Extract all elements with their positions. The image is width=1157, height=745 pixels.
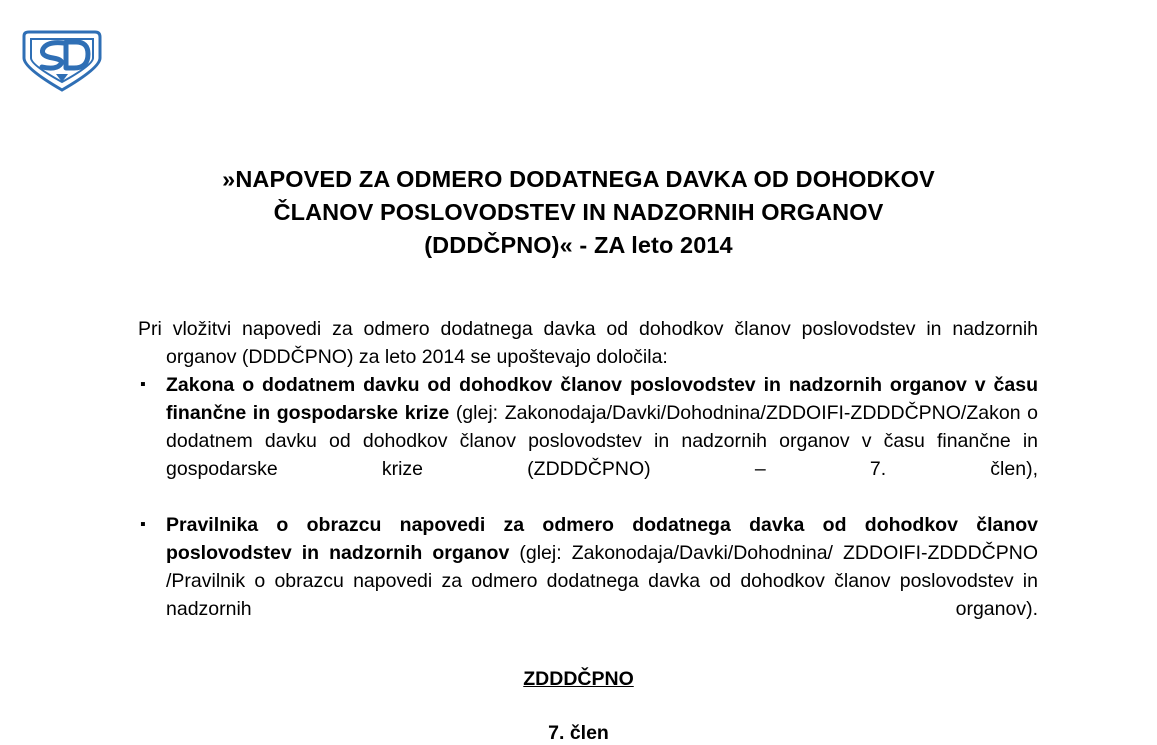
page-title <box>96 163 1061 262</box>
page-title-line-3: (DDDČPNO)« - ZA leto 2014 <box>424 232 733 258</box>
list-item-rest-text: (glej: Zakonodaja/Davki/Dohodnina/ZDDOIFI-ZDDDČPNO/Zakon o dodatnem davku od dohodkov članov poslovodstev in nadzornih organov v času finančne in gospodarske krize (ZDDDČPNO) – 7. člen), <box>166 402 1039 480</box>
bullet-marker-icon: ▪ <box>140 376 146 393</box>
bullet-marker-icon: ▪ <box>140 516 146 533</box>
list-item-rest-text: (glej: Zakonodaja/Davki/Dohodnina/ ZDDOIFI-ZDDDČPNO /Pravilnik o obrazcu napovedi za odmero dodatnega davka od dohodkov članov poslovodstev in nadzornih organov). <box>166 542 1038 620</box>
page-title-line-1: »NAPOVED ZA ODMERO DODATNEGA DAVKA OD DOHODKOV <box>222 166 935 192</box>
sd-shield-logo <box>20 28 104 94</box>
section-heading: ZDDDČPNO <box>523 668 634 690</box>
list-item-bold-text: Pravilnika o obrazcu napovedi za odmero dodatnega davka od dohodkov članov poslovodstev in nadzornih organov <box>166 514 1038 564</box>
list-item-bold-text: Zakona o dodatnem davku od dohodkov članov poslovodstev in nadzornih organov v času finančne in gospodarske krize <box>166 374 1038 424</box>
intro-paragraph: Pri vložitvi napovedi za odmero dodatnega davka od dohodkov članov poslovodstev in nadzornih organov (DDDČPNO) za leto 2014 se upoštevajo določila: <box>138 318 1038 368</box>
provisions-list <box>138 371 1038 651</box>
list-item <box>138 511 1038 651</box>
article-heading: 7. člen <box>548 722 609 744</box>
list-item <box>138 371 1038 511</box>
page-title-line-2: ČLANOV POSLOVODSTEV IN NADZORNIH ORGANOV <box>273 199 884 225</box>
body-content <box>138 315 1038 651</box>
